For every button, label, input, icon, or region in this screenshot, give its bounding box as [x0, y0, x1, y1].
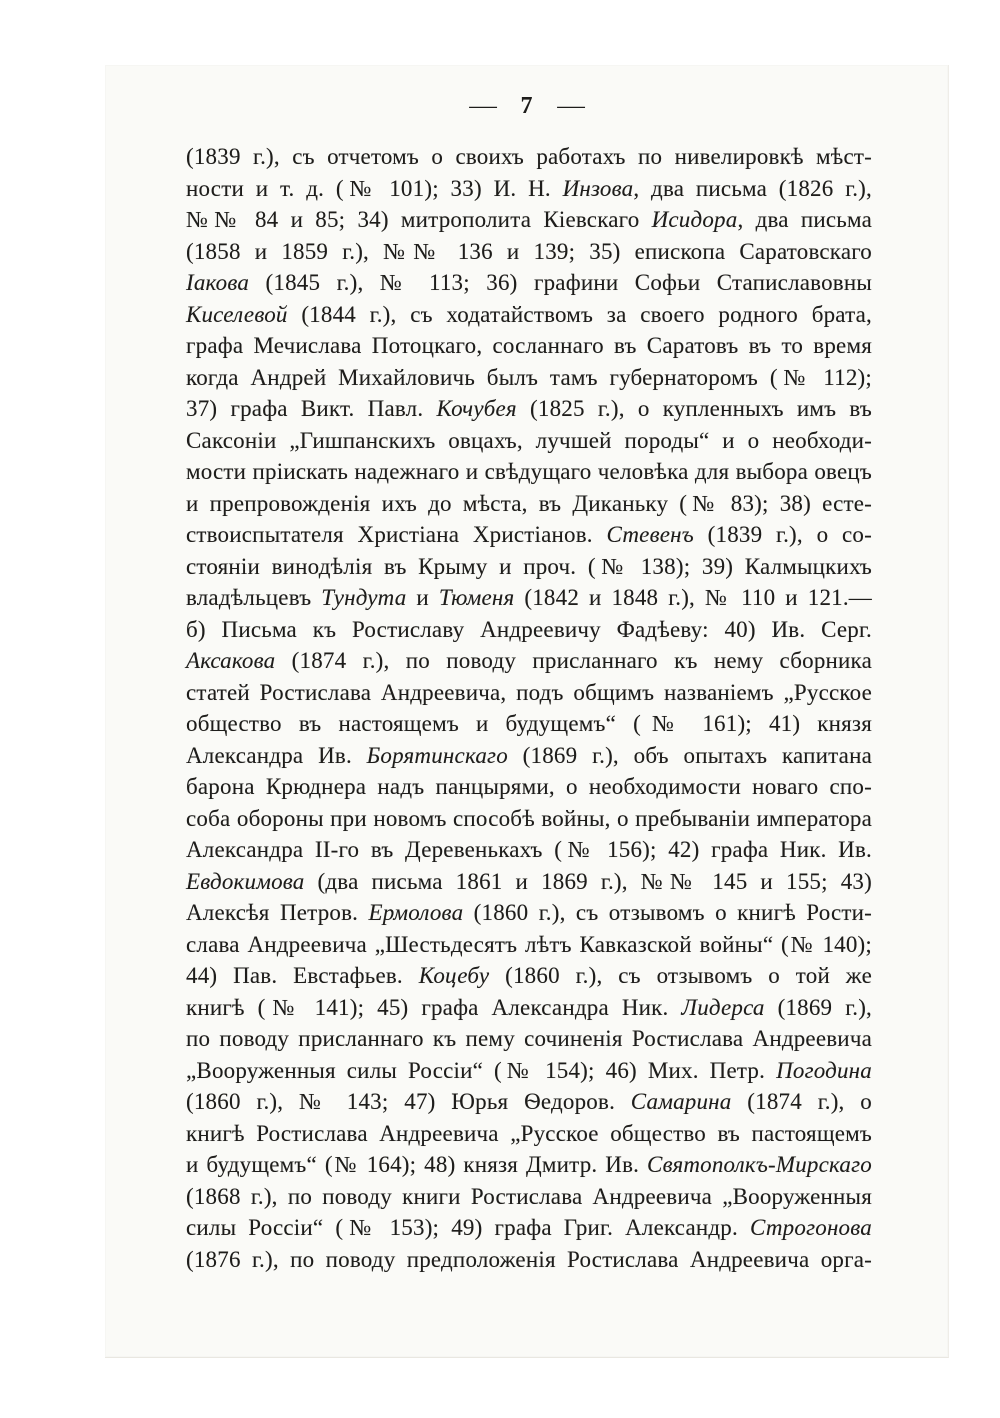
text-segment: соба обороны при новомъ способѣ войны, о пребываніи императора: [186, 805, 872, 831]
text-line: [186, 299, 872, 331]
text-segment: владѣльцевъ: [186, 585, 322, 610]
text-line: [186, 1118, 872, 1150]
text-segment: 44) Пав. Евстафьев.: [186, 963, 419, 988]
page-header: [105, 93, 948, 120]
text-line: [186, 173, 872, 205]
text-segment: (1844 г.), съ ходатайствомъ за своего родного брата,: [287, 301, 872, 327]
text-line: [186, 677, 872, 709]
text-line: [186, 960, 872, 992]
italic-name-segment: Строгонова: [750, 1215, 872, 1240]
text-line: [186, 204, 872, 236]
text-line: [186, 1023, 872, 1055]
text-line: [186, 1086, 872, 1118]
text-segment: (1874 г.), о: [731, 1089, 872, 1114]
italic-name-segment: Лидерса: [681, 994, 765, 1020]
italic-name-segment: Тюменя: [438, 585, 515, 610]
text-line: [186, 614, 872, 646]
text-segment: (1860 г.), № 143; 47) Юрья Ѳедоров.: [186, 1089, 631, 1114]
text-line: [186, 425, 872, 457]
text-segment: графа Мечислава Потоцкаго, сосланнаго въ Саратовъ въ то время: [186, 333, 872, 358]
text-line: [186, 834, 872, 866]
italic-name-segment: Ермолова: [368, 900, 464, 925]
italic-name-segment: Киселевой: [186, 301, 288, 327]
text-segment: (1845 г.), № 113; 36) графини Софьи Стапиславовны: [249, 270, 872, 295]
text-line: [186, 1212, 872, 1244]
text-segment: (два письма 1861 и 1869 г.), №№ 145 и 155; 43): [304, 868, 872, 894]
text-segment: (1858 и 1859 г.), №№ 136 и 139; 35) епископа Саратовскаго: [186, 238, 872, 264]
text-segment: слава Андреевича „Шестьдесятъ лѣтъ Кавказской войны“ (№ 140);: [186, 931, 872, 957]
text-segment: стояніи винодѣлія въ Крыму и проч. (№ 138); 39) Калмыцкихъ: [186, 553, 872, 579]
text-line: [186, 141, 872, 173]
text-segment: 37) графа Викт. Павл.: [186, 396, 437, 421]
italic-name-segment: Святополкъ-Мирскаго: [647, 1152, 872, 1177]
italic-name-segment: Коцебу: [418, 963, 490, 988]
text-segment: когда Андрей Михайловичь былъ тамъ губернаторомъ (№ 112);: [186, 364, 872, 390]
text-segment: Алексѣя Петров.: [186, 900, 369, 925]
text-segment: (1868 г.), по поводу книги Ростислава Андреевича „Вооруженныя: [186, 1183, 872, 1209]
text-segment: статей Ростислава Андреевича, подъ общимъ названіемъ „Русское: [186, 679, 872, 705]
italic-name-segment: Тундута: [321, 585, 407, 610]
text-line: [186, 519, 872, 551]
text-segment: (1839 г.), съ отчетомъ о своихъ работахъ по нивелировкѣ мѣст-: [186, 144, 872, 169]
text-line: [186, 1149, 872, 1181]
text-segment: и препровожденія ихъ до мѣста, въ Диканьку (№ 83); 38) есте-: [186, 490, 872, 516]
text-line: [186, 708, 872, 740]
text-line: [186, 645, 872, 677]
text-segment: ности и т. д. (№ 101); 33) И. Н.: [186, 175, 563, 201]
text-segment: , два письма (1826 г.),: [633, 175, 872, 201]
text-segment: по поводу присланнаго къ пему сочиненія Ростислава Андреевича: [186, 1026, 872, 1051]
text-line: [186, 992, 872, 1024]
text-segment: общество въ настоящемъ и будущемъ“ (№ 161); 41) князя: [186, 711, 872, 736]
text-segment: силы Россіи“ (№ 153); 49) графа Григ. Александр.: [186, 1215, 750, 1240]
text-segment: (1874 г.), по поводу присланнаго къ нему сборника: [275, 648, 872, 673]
text-segment: Александра II-го въ Деревенькахъ (№ 156); 42) графа Ник. Ив.: [186, 837, 872, 862]
text-segment: №№ 84 и 85; 34) митрополита Кіевскаго: [186, 207, 652, 232]
text-line: [186, 236, 872, 268]
scanned-page: [105, 65, 949, 1358]
header-dash-right: —: [556, 93, 585, 119]
text-segment: Александра Ив.: [186, 742, 367, 768]
text-segment: (1869 г.), объ опытахъ капитана: [507, 742, 872, 768]
text-segment: б) Письма къ Ростиславу Андреевичу Фадѣеву: 40) Ив. Серг.: [186, 616, 872, 642]
text-line: [186, 929, 872, 961]
italic-name-segment: Погодина: [776, 1057, 872, 1083]
text-segment: Саксоніи „Гишпанскихъ овцахъ, лучшей породы“ и о необходи-: [186, 427, 872, 453]
italic-name-segment: Стевенъ: [606, 522, 694, 547]
italic-name-segment: Кочубея: [436, 396, 517, 421]
text-line: [186, 740, 872, 772]
text-segment: мости пріискать надежнаго и свѣдущаго человѣка для выбора овецъ: [186, 459, 872, 484]
text-block: [186, 141, 872, 1275]
text-segment: книгѣ Ростислава Андреевича „Русское общество въ пастоящемъ: [186, 1120, 872, 1146]
text-segment: (1839 г.), о со-: [693, 522, 872, 547]
text-line: [186, 551, 872, 583]
text-line: [186, 582, 872, 614]
text-line: [186, 393, 872, 425]
text-line: [186, 771, 872, 803]
text-segment: (1860 г.), съ отзывомъ о той же: [489, 963, 872, 988]
italic-name-segment: Исидора: [651, 207, 738, 232]
italic-name-segment: Самарина: [630, 1089, 732, 1114]
italic-name-segment: Евдокимова: [186, 868, 305, 894]
italic-name-segment: Инзова: [562, 175, 634, 201]
italic-name-segment: Аксакова: [186, 648, 276, 673]
text-line: [186, 1055, 872, 1087]
text-line: [186, 1244, 872, 1276]
text-segment: (1825 г.), о купленныхъ имъ въ: [516, 396, 872, 421]
text-line: [186, 362, 872, 394]
text-line: [186, 330, 872, 362]
text-line: [186, 897, 872, 929]
text-segment: барона Крюднера надъ панцырями, о необходимости новаго спо-: [186, 774, 872, 799]
text-segment: (1876 г.), по поводу предположенія Ростислава Андреевича орга-: [186, 1246, 872, 1272]
italic-name-segment: Борятинскаго: [366, 742, 508, 768]
text-segment: и будущемъ“ (№ 164); 48) князя Дмитр. Ив.: [186, 1152, 648, 1177]
text-segment: книгѣ (№ 141); 45) графа Александра Ник.: [186, 994, 682, 1020]
header-dash-left: —: [468, 93, 497, 119]
text-line: [186, 267, 872, 299]
text-segment: ствоиспытателя Христіана Христіанов.: [186, 522, 607, 547]
italic-name-segment: Іакова: [186, 270, 250, 295]
text-line: [186, 456, 872, 488]
text-line: [186, 866, 872, 898]
text-line: [186, 803, 872, 835]
text-segment: , два письма: [737, 207, 872, 232]
text-line: [186, 488, 872, 520]
text-segment: и: [406, 585, 439, 610]
text-segment: (1842 и 1848 г.), № 110 и 121.—: [514, 585, 873, 610]
text-line: [186, 1181, 872, 1213]
text-segment: „Вооруженныя силы Россіи“ (№ 154); 46) Мих. Петр.: [186, 1057, 777, 1083]
text-segment: (1869 г.),: [764, 994, 873, 1020]
page-number: 7: [520, 93, 533, 119]
text-segment: (1860 г.), съ отзывомъ о книгѣ Рости-: [463, 900, 873, 925]
